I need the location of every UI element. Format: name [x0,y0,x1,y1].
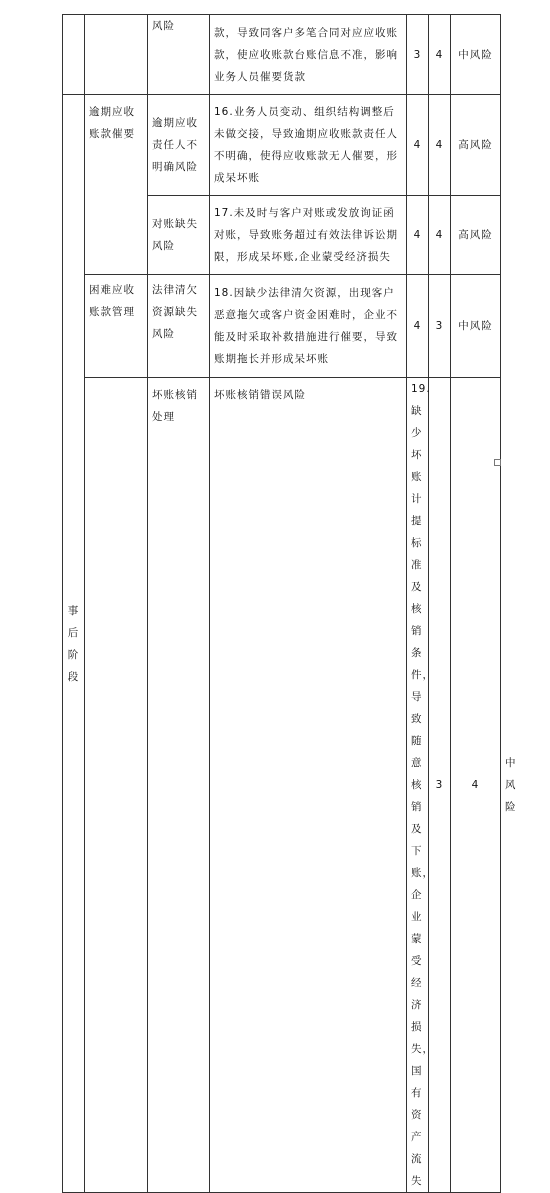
likelihood-cell: 4 [407,95,429,196]
stage-label-char: 事 [67,604,80,617]
table-end-marker [494,459,501,466]
stage-cell-empty [85,378,148,1193]
likelihood-cell: 3 [429,378,451,1193]
main-process-cell: 困难应收账款管理 [85,275,148,378]
risk-description-cell: 18.因缺少法律清欠资源，出现客户恶意拖欠或客户资金困难时，企业不能及时采取补救措施进行催要，导致账期拖长并形成呆坏账 [210,275,407,378]
likelihood-cell: 4 [407,275,429,378]
risk-description-cell: 17.未及时与客户对账或发放询证函对账，导致账务超过有效法律诉讼期限，形成呆坏账,企业蒙受经济损失 [210,196,407,275]
risk-level-cell: 高风险 [451,196,501,275]
table-row [63,15,501,95]
stage-cell-empty [63,15,85,95]
impact-cell: 4 [429,15,451,95]
risk-level-cell: 中风险 [451,275,501,378]
risk-description-cell: 19.缺少坏账计提标准及核销条件，导致随意核销及下账，企业蒙受经济损失，国有资产流失 [407,378,429,1193]
risk-table [62,14,517,1193]
impact-cell: 3 [429,275,451,378]
sub-process-cell: 坏账核销错误风险 [210,378,407,1193]
main-process-cell: 逾期应收账款催要 [85,95,148,275]
risk-description-cell: 16.业务人员变动、组织结构调整后未做交接，导致逾期应收账款责任人不明确，使得应收账款无人催要，形成呆坏账 [210,95,407,196]
table-row: 坏账核销处理 坏账核销错误风险 19.缺少坏账计提标准及核销条件，导致随意核销及下账，企业蒙受经济损失，国有资产流失 3 4 中风险 [63,378,501,1193]
table-row [63,95,501,196]
sub-process-cell: 逾期应收责任人不明确风险 [148,95,210,196]
likelihood-cell: 3 [407,15,429,95]
sub-process-cell: 法律清欠资源缺失风险 [148,275,210,378]
stage-label [67,600,80,688]
likelihood-cell: 4 [407,196,429,275]
impact-cell: 4 [451,378,501,1193]
risk-level-cell: 中风险 [451,15,501,95]
stage-cell [63,95,85,1193]
main-process-cell [85,15,148,95]
main-process-cell: 坏账核销处理 [148,378,210,1193]
risk-description-cell: 款，导致同客户多笔合同对应应收账款，使应收账款台账信息不准，影响业务人员催要货款 [210,15,407,95]
stage-label-char: 段 [67,670,80,683]
risk-level-cell: 高风险 [451,95,501,196]
impact-cell: 4 [429,95,451,196]
impact-cell: 4 [429,196,451,275]
sub-process-cell: 对账缺失风险 [148,196,210,275]
sub-process-cell: 风险 [148,15,210,95]
table-row [63,275,501,378]
stage-label-char: 后 [67,626,80,639]
stage-label-char: 阶 [67,648,80,661]
